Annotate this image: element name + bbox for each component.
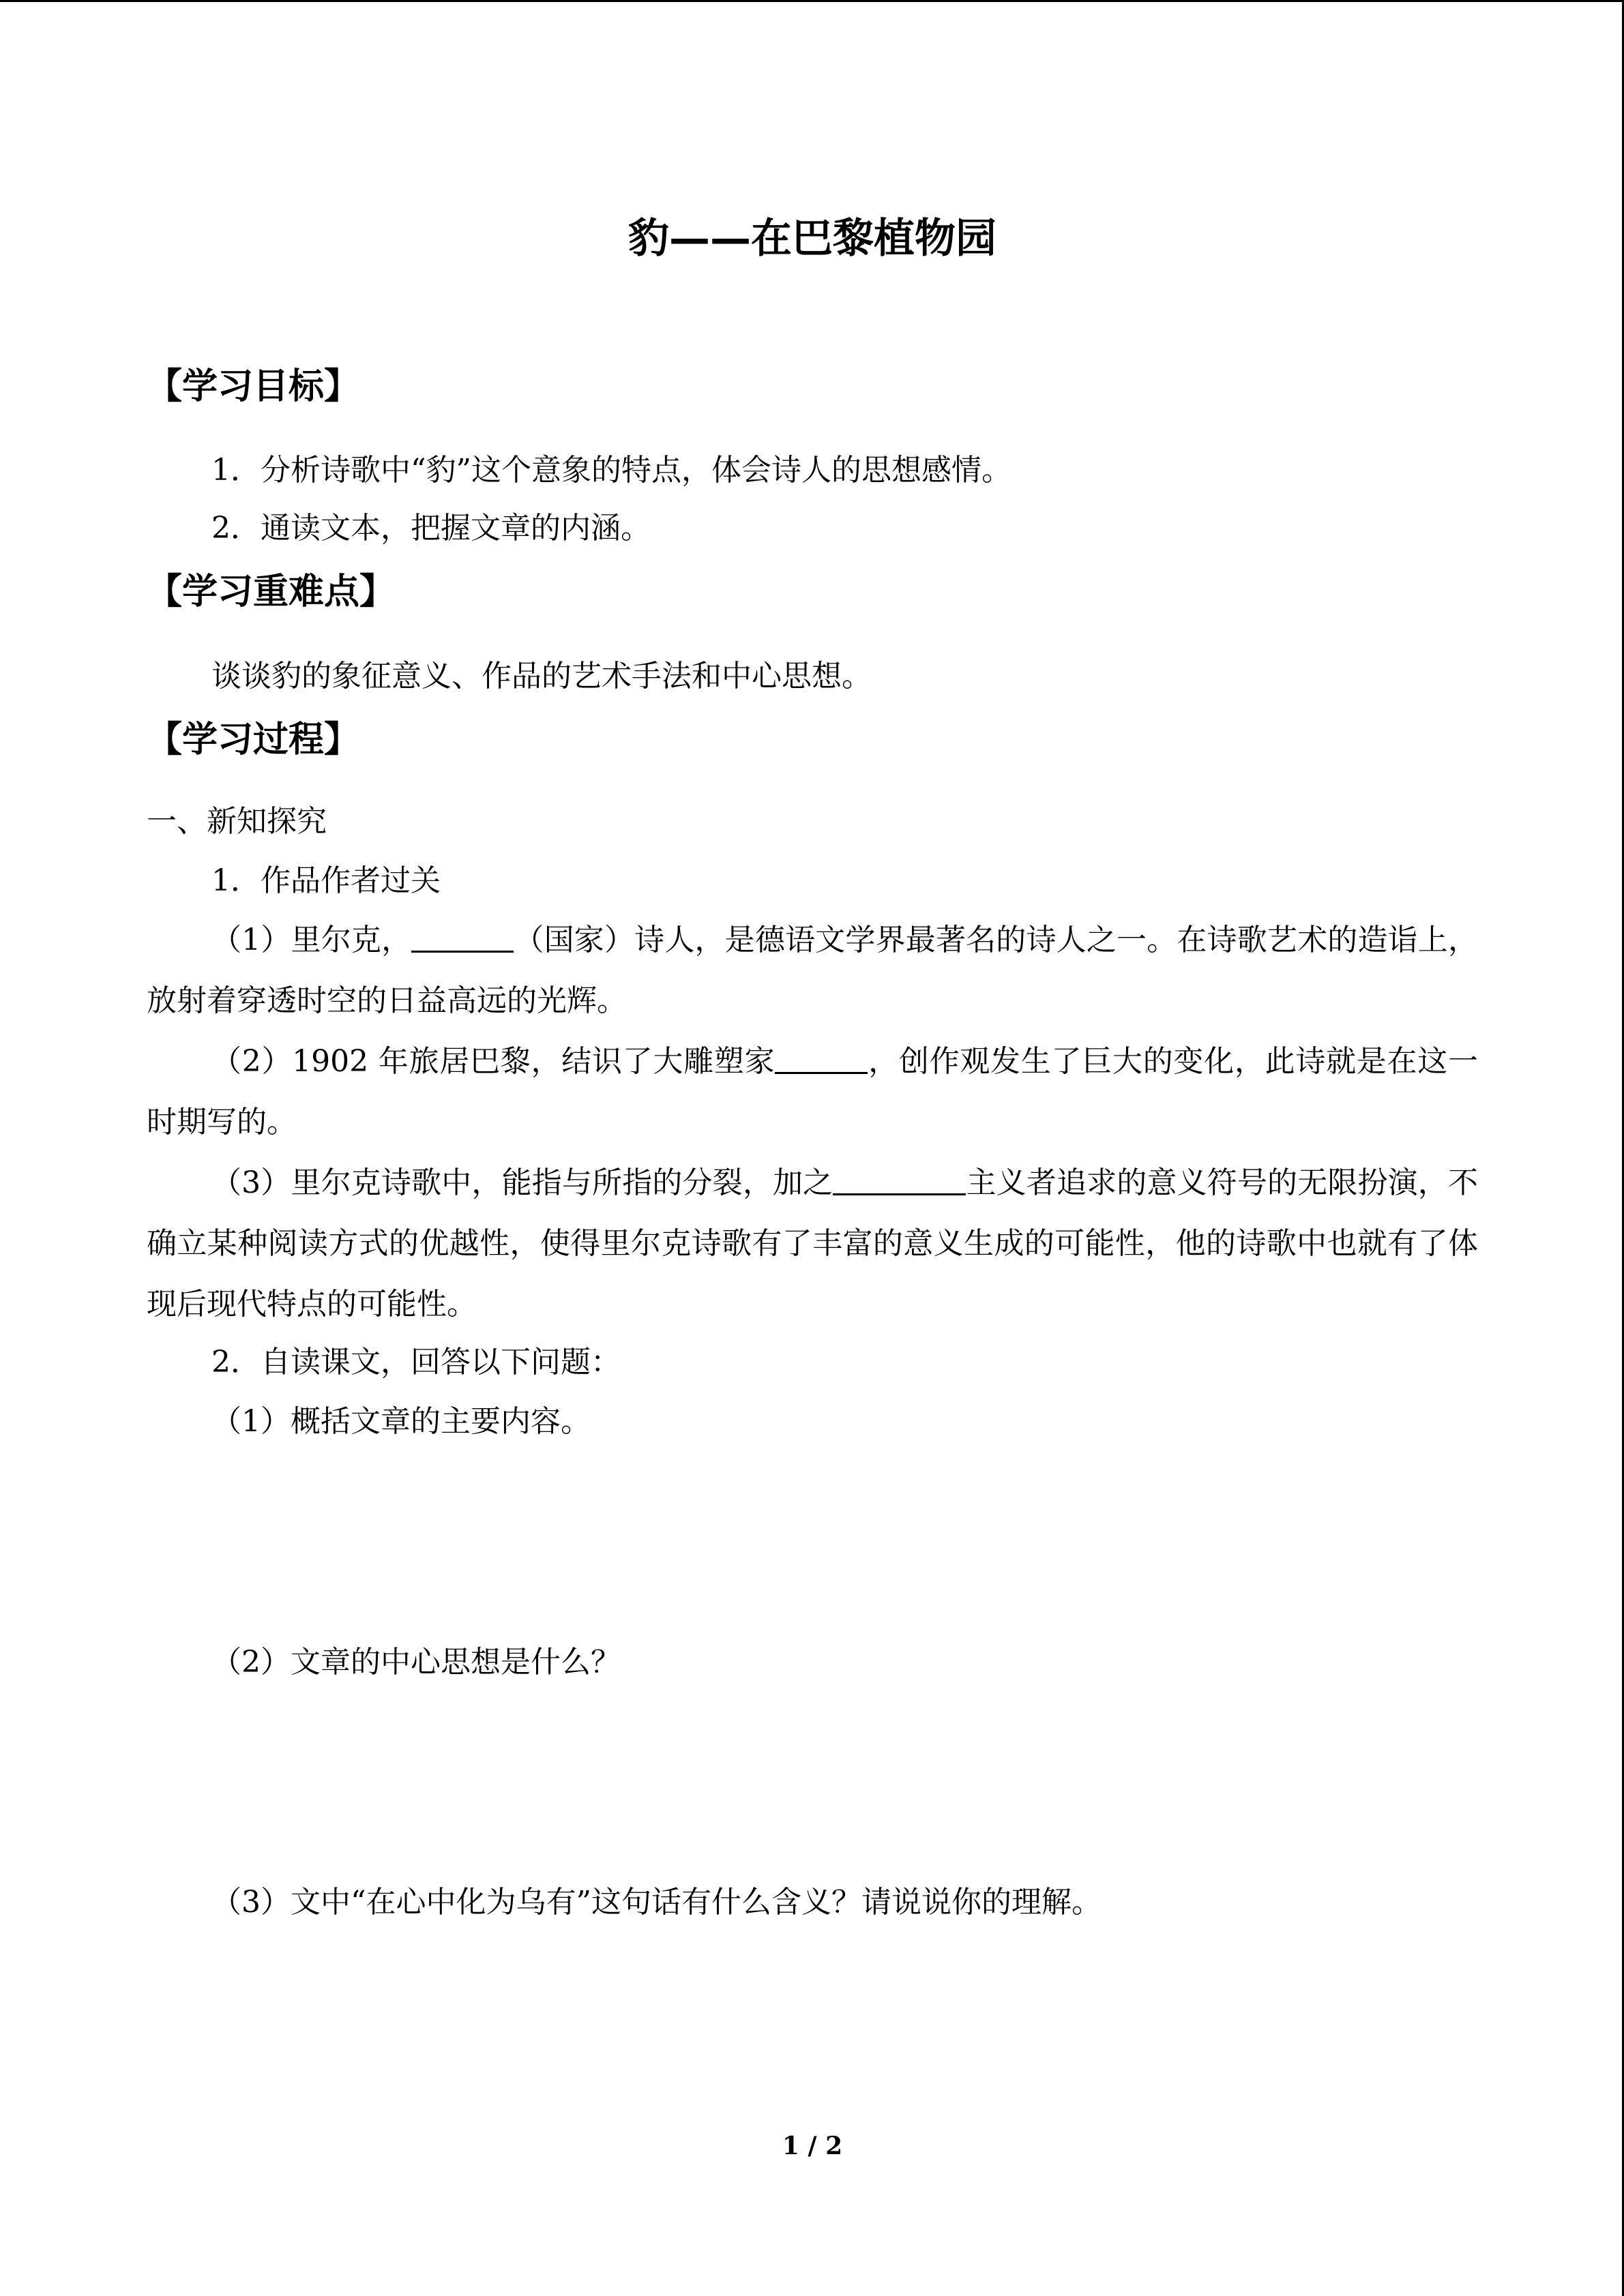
part-new-knowledge: 一、新知探究 [147,804,327,839]
page-indicator: 1 / 2 [782,2132,843,2160]
document-title: 豹——在巴黎植物园 [628,215,996,263]
fill-blank-country[interactable] [411,923,514,953]
question-1-3-rest: 主义者追求的意义符号的无限扮演，不确立某种阅读方式的优越性，使得里尔克诗歌有了丰富的意义生成的可能性，他的诗歌中也就有了体现后现代特点的可能性。 [147,1165,1478,1322]
question-2-1: （1）概括文章的主要内容。 [211,1404,591,1439]
question-2-2: （2）文章的中心思想是什么？ [211,1645,621,1680]
heading-key-points: 【学习重难点】 [147,571,396,612]
question-2-3: （3）文中“在心中化为乌有”这句话有什么含义？请说说你的理解。 [211,1885,1102,1920]
fill-blank-ism[interactable] [833,1166,966,1195]
question-1-2-lead: （2）1902 年旅居巴黎，结识了大雕塑家 [211,1044,776,1079]
question-1-3-lead: （3）里尔克诗歌中，能指与所指的分裂，加之 [211,1165,833,1200]
heading-process: 【学习过程】 [147,719,360,760]
question-1-3 [147,1152,1478,1335]
question-1-1-rest: （国家）诗人，是德语文学界最著名的诗人之一。在诗歌艺术的造诣上，放射着穿透时空的日益高远的光辉。 [147,923,1478,1018]
objective-item-2: 2．通读文本，把握文章的内涵。 [211,511,651,546]
question-1-2-rest: ，创作观发生了巨大的变化，此诗就是在这一时期写的。 [147,1044,1479,1139]
question-1-1-lead: （1）里尔克， [211,923,412,957]
fill-blank-sculptor[interactable] [775,1045,868,1074]
question-1-title: 1．作品作者过关 [211,863,441,898]
heading-objectives: 【学习目标】 [147,366,360,407]
question-1-1 [147,910,1478,1031]
objective-item-1: 1．分析诗歌中“豹”这个意象的特点，体会诗人的思想感情。 [211,453,1012,488]
question-1-2 [147,1031,1478,1152]
key-points-text: 谈谈豹的象征意义、作品的艺术手法和中心思想。 [211,659,872,694]
question-2-title: 2．自读课文，回答以下问题： [211,1345,621,1380]
